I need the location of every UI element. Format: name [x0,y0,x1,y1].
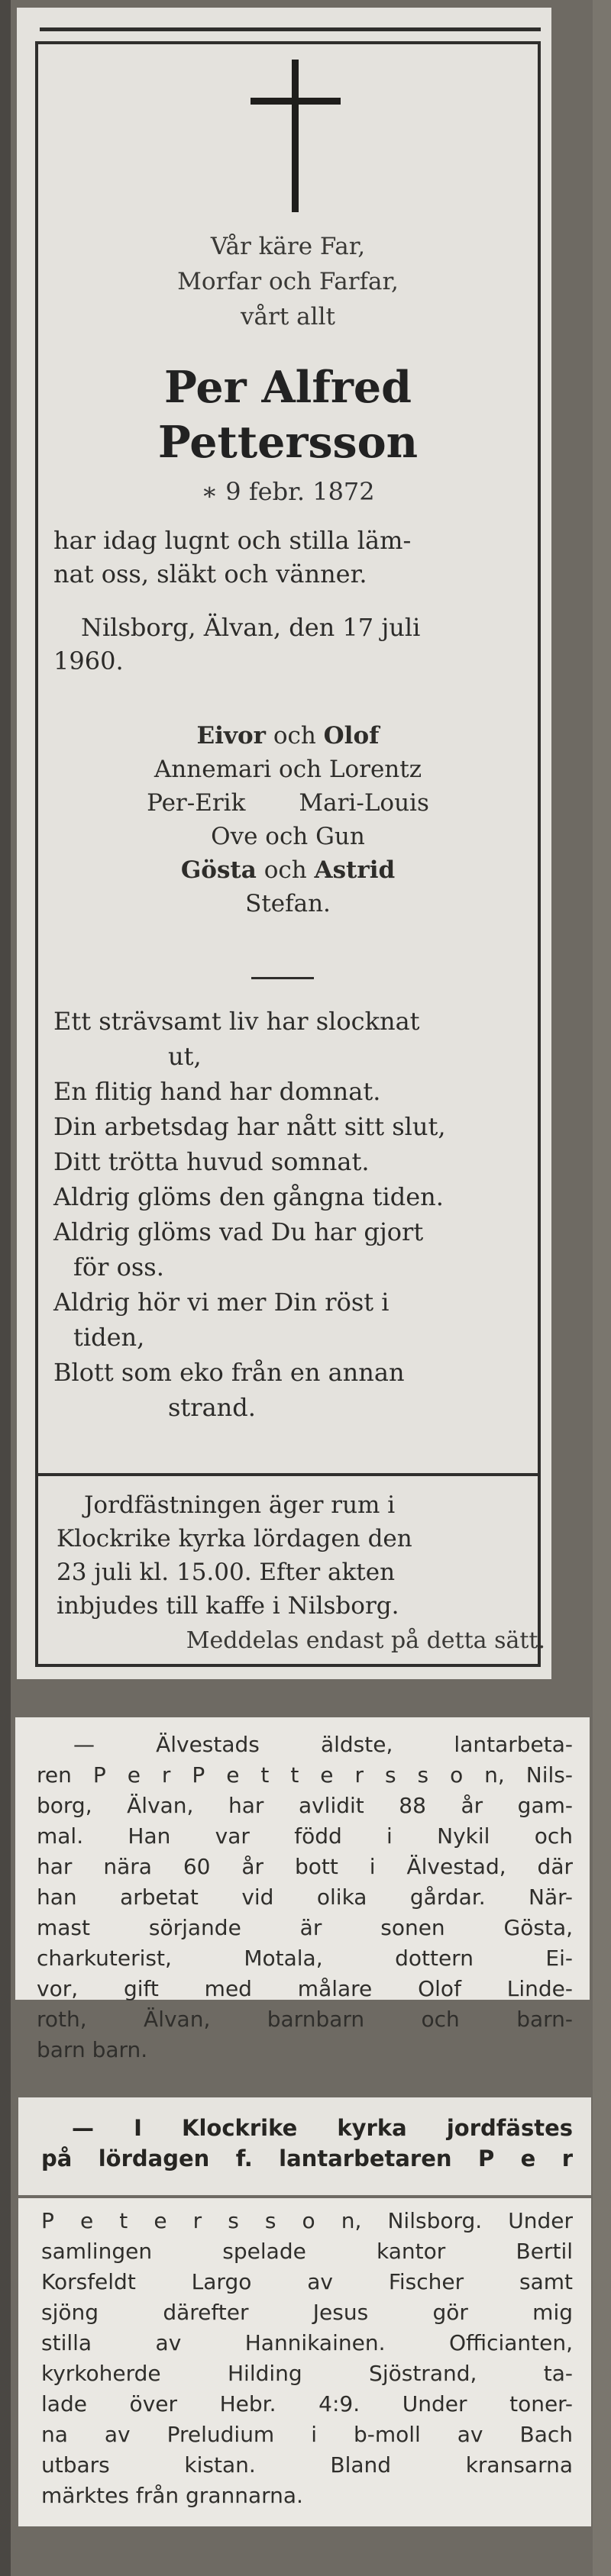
poem-line: Aldrig glöms den gångna tiden. [53,1182,444,1211]
funeral-notice-line: — I Klockrike kyrka jordfästes [72,2115,573,2141]
family-list [40,719,536,920]
family-row [40,853,536,887]
birth-date: ∗ 9 febr. 1872 [201,477,375,506]
family-row: Stefan. [245,890,331,917]
intro-text [40,229,536,334]
ceremony-line: sjöng därefter Jesus gör mig [41,2300,573,2325]
family-name: Gösta [180,856,257,884]
news-line: vor, gift med målare Olof Linde- [37,1976,573,2001]
family-row: Annemari och Lorentz [154,756,422,783]
ceremony-line: na av Preludium i b-moll av Bach [41,2422,573,2447]
name-line: Pettersson [157,417,419,468]
place-date-line: 1960. [53,646,124,675]
ceremony-line: märktes från grannarna. [41,2483,303,2508]
poem-line: Blott som eko från en annan [53,1358,405,1387]
news-line: charkuterist, Motala, dottern Ei- [37,1946,573,1971]
place-date [53,611,542,678]
funeral-notice-line: på lördagen f. lantarbetaren P e r [41,2146,573,2171]
poem-line: tiden, [73,1323,145,1352]
news-line: har nära 60 år bott i Älvestad, där [37,1854,573,1879]
funeral-line: 23 juli kl. 15.00. Efter akten [57,1559,396,1586]
message-line: nat oss, släkt och vänner. [53,559,367,588]
ceremony-line: Korsfeldt Largo av Fischer samt [41,2269,573,2294]
family-name: Eivor [196,722,266,750]
cross-icon [292,60,299,212]
ceremony-line: utbars kistan. Bland kransarna [41,2452,573,2478]
family-row [40,786,536,820]
news-line: — Älvestads äldste, lantarbeta- [73,1732,573,1757]
intro-line: Vår käre Far, [210,233,366,260]
intro-line: vårt allt [241,303,335,330]
poem-line: Aldrig hör vi mer Din röst i [53,1288,390,1317]
family-name: Mari-Louis [299,789,429,817]
ceremony-report-clipping [18,2198,591,2526]
funeral-line: inbjudes till kaffe i Nilsborg. [57,1592,399,1620]
separator-rule [251,977,314,979]
closing-note: Meddelas endast på detta sätt. [186,1627,545,1654]
poem-line: Aldrig glöms vad Du har gjort [53,1217,424,1246]
family-row [40,719,536,753]
message-text [53,524,542,591]
poem-line: ut, [168,1042,202,1071]
family-name: Astrid [314,856,396,884]
divider-rule [38,1473,538,1476]
news-line: ren P e r P e t t e r s s o n, Nils- [37,1762,573,1788]
funeral-notice-clipping [18,2097,591,2195]
deceased-name [40,360,536,470]
top-rule [40,27,541,31]
poem-line: En flitig hand har domnat. [53,1077,381,1106]
ceremony-line: samlingen spelade kantor Bertil [41,2239,573,2264]
family-name: Olof [323,722,380,750]
poem-line: strand. [168,1393,256,1422]
message-line: har idag lugnt och stilla läm- [53,526,412,555]
funeral-line: Klockrike kyrka lördagen den [57,1525,412,1552]
family-name: Per-Erik [147,789,246,817]
news-line: mast sörjande är sonen Gösta, [37,1915,573,1940]
poem-line: Ett strävsamt liv har slocknat [53,1007,420,1036]
ceremony-line: kyrkoherde Hilding Sjöstrand, ta- [41,2361,573,2386]
news-line: roth, Älvan, barnbarn och barn- [37,2007,573,2032]
cross-icon-bar [251,98,341,105]
poem-line: för oss. [73,1253,164,1282]
intro-line: Morfar och Farfar, [177,268,399,295]
news-line: mal. Han var född i Nykil och [37,1823,573,1849]
family-conj: och [256,856,315,884]
ceremony-line: stilla av Hannikainen. Officianten, [41,2330,573,2355]
news-line: borg, Älvan, har avlidit 88 år gam- [37,1793,573,1818]
family-conj: och [265,722,324,750]
memorial-poem [53,1004,550,1425]
ceremony-line: P e t e r s s o n, Nilsborg. Under [41,2208,573,2233]
poem-line: Ditt trötta huvud somnat. [53,1147,370,1176]
poem-line: Din arbetsdag har nått sitt slut, [53,1112,446,1141]
scan-edge-right [593,0,611,2576]
place-date-line: Nilsborg, Älvan, den 17 juli [81,613,421,642]
funeral-line: Jordfästningen äger rum i [84,1491,396,1519]
family-row: Ove och Gun [211,823,365,850]
funeral-info [57,1488,545,1623]
news-line: barn barn. [37,2037,148,2062]
name-line: Per Alfred [163,362,412,413]
ceremony-line: lade över Hebr. 4:9. Under toner- [41,2391,573,2416]
news-line: han arbetat vid olika gårdar. När- [37,1884,573,1910]
death-notice-clipping [17,8,551,1679]
scan-edge-left [0,0,11,2576]
news-item-clipping [15,1717,590,2062]
